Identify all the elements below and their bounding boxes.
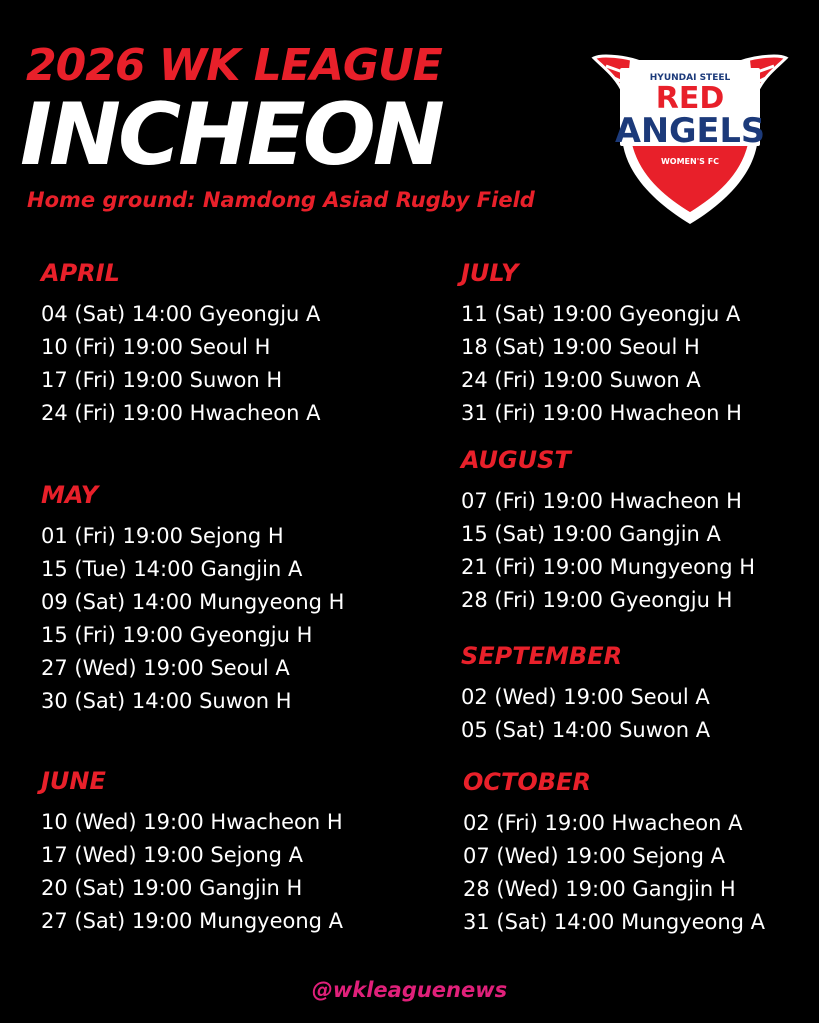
logo-line3: ANGELS: [615, 111, 765, 151]
match-item: 20 (Sat) 19:00 Gangjin H: [41, 876, 303, 900]
city-title: INCHEON: [20, 85, 442, 185]
month-name: OCTOBER: [463, 768, 591, 796]
team-logo: [590, 46, 790, 228]
month-name: JUNE: [41, 767, 106, 795]
month-name: JULY: [461, 259, 519, 287]
match-item: 31 (Sat) 14:00 Mungyeong A: [463, 910, 766, 934]
month-name: SEPTEMBER: [461, 642, 623, 670]
match-item: 04 (Sat) 14:00 Gyeongju A: [41, 302, 321, 326]
match-item: 17 (Fri) 19:00 Suwon H: [41, 368, 283, 392]
match-item: 28 (Wed) 19:00 Gangjin H: [463, 877, 736, 901]
month-august: [461, 445, 755, 617]
match-item: 11 (Sat) 19:00 Gyeongju A: [461, 302, 741, 326]
match-item: 07 (Wed) 19:00 Sejong A: [463, 844, 726, 868]
match-item: 27 (Wed) 19:00 Seoul A: [41, 656, 290, 680]
match-item: 24 (Fri) 19:00 Suwon A: [461, 368, 701, 392]
match-item: 18 (Sat) 19:00 Seoul H: [461, 335, 700, 359]
match-item: 27 (Sat) 19:00 Mungyeong A: [41, 909, 344, 933]
month-september: [461, 641, 710, 747]
month-october: [463, 767, 765, 939]
match-item: 28 (Fri) 19:00 Gyeongju H: [461, 588, 733, 612]
month-july: [461, 258, 742, 430]
match-item: 17 (Wed) 19:00 Sejong A: [41, 843, 304, 867]
logo-line4: WOMEN'S FC: [660, 157, 720, 166]
logo-line1: HYUNDAI STEEL: [649, 73, 731, 83]
month-name: MAY: [41, 481, 99, 509]
match-item: 30 (Sat) 14:00 Suwon H: [41, 689, 292, 713]
match-item: 15 (Sat) 19:00 Gangjin A: [461, 522, 721, 546]
match-item: 02 (Wed) 19:00 Seoul A: [461, 685, 710, 709]
match-item: 01 (Fri) 19:00 Sejong H: [41, 524, 284, 548]
month-name: AUGUST: [461, 446, 571, 474]
match-item: 07 (Fri) 19:00 Hwacheon H: [461, 489, 742, 513]
month-april: [41, 258, 320, 430]
home-ground: Home ground: Namdong Asiad Rugby Field: [27, 188, 535, 212]
logo-line2: RED: [655, 81, 725, 116]
match-item: 15 (Tue) 14:00 Gangjin A: [41, 557, 303, 581]
match-item: 24 (Fri) 19:00 Hwacheon A: [41, 401, 321, 425]
month-may: [41, 480, 344, 718]
year-title: 2026 WK LEAGUE: [26, 40, 442, 91]
month-name: APRIL: [41, 259, 120, 287]
match-item: 02 (Fri) 19:00 Hwacheon A: [463, 811, 743, 835]
match-item: 10 (Wed) 19:00 Hwacheon H: [41, 810, 343, 834]
match-item: 21 (Fri) 19:00 Mungyeong H: [461, 555, 756, 579]
match-item: 05 (Sat) 14:00 Suwon A: [461, 718, 711, 742]
match-item: 10 (Fri) 19:00 Seoul H: [41, 335, 271, 359]
match-item: 15 (Fri) 19:00 Gyeongju H: [41, 623, 313, 647]
month-june: [41, 766, 343, 938]
match-item: 31 (Fri) 19:00 Hwacheon H: [461, 401, 742, 425]
social-handle: @wkleaguenews: [311, 978, 508, 1002]
match-item: 09 (Sat) 14:00 Mungyeong H: [41, 590, 345, 614]
